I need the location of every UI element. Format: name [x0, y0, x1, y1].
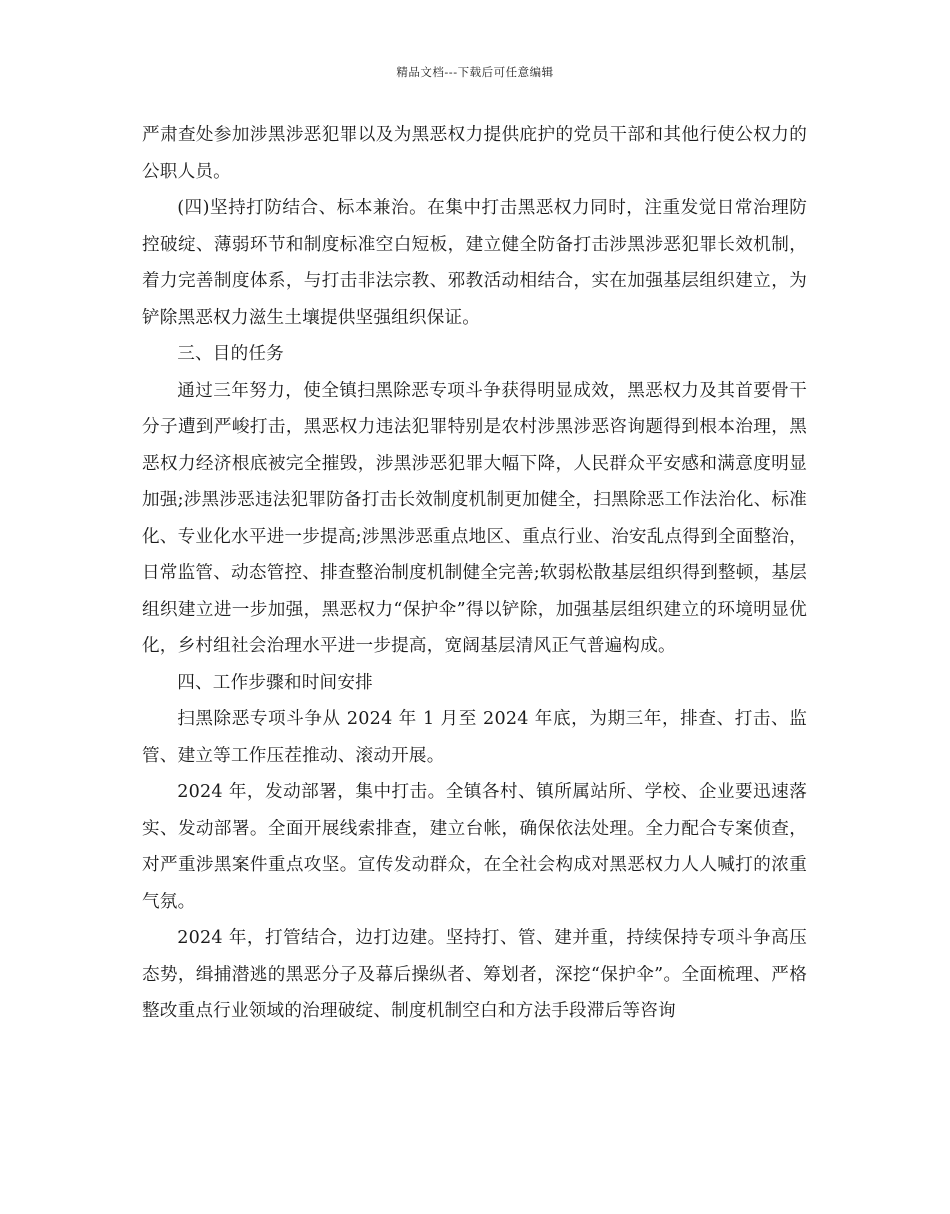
section-heading-steps: 四、工作步骤和时间安排: [177, 672, 373, 693]
section-heading-goals: 三、目的任务: [177, 344, 284, 364]
document-body: [142, 117, 807, 1030]
paragraph-3: 通过三年努力，使全镇扫黑除恶专项斗争获得明显成效，黑恶权力及其首要骨干分子遭到严峻打击，黑恶权力违法犯罪特别是农村涉黑涉恶咨询题得到根本治理，黑恶权力经济根底被完全摧毁，涉黑涉恶犯罪大幅下降，人民群众平安感和满意度明显加强;涉黑涉恶违法犯罪防备打击长效制度机制更加健全，扫黑除恶工作法治化、标准化、专业化水平进一步提高;涉黑涉恶重点地区、重点行业、治安乱点得到全面整治，日常监管、动态管控、排查整治制度机制健全完善;软弱松散基层组织得到整顿，基层组织建立进一步加强，黑恶权力“保护伞”得以铲除，加强基层组织建立的环境明显优化，乡村组社会治理水平进一步提高，宽阔基层清风正气普遍构成。: [142, 380, 807, 656]
paragraph-2: (四)坚持打防结合、标本兼治。在集中打击黑恶权力同时，注重发觉日常治理防控破绽、薄弱环节和制度标准空白短板，建立健全防备打击涉黑涉恶犯罪长效机制，着力完善制度体系，与打击非法宗教、邪教活动相结合，实在加强基层组织建立，为铲除黑恶权力滋生土壤提供坚强组织保证。: [142, 198, 807, 328]
page-header: 精品文档---下载后可任意编辑: [396, 65, 554, 79]
paragraph-6: 2024 年，打管结合，边打边建。坚持打、管、建并重，持续保持专项斗争高压态势，缉捕潜逃的黑恶分子及幕后操纵者、筹划者，深挖“保护伞”。全面梳理、严格整改重点行业领域的治理破绽、制度机制空白和方法手段滞后等咨询: [142, 928, 807, 1021]
paragraph-5: 2024 年，发动部署，集中打击。全镇各村、镇所属站所、学校、企业要迅速落实、发动部署。全面开展线索排查，建立台帐，确保依法处理。全力配合专案侦查，对严重涉黑案件重点攻坚。宣传发动群众，在全社会构成对黑恶权力人人喊打的浓重气氛。: [142, 782, 807, 912]
paragraph-1: 严肃查处参加涉黑涉恶犯罪以及为黑恶权力提供庇护的党员干部和其他行使公权力的公职人员。: [142, 125, 807, 182]
paragraph-4: 扫黑除恶专项斗争从 2024 年 1 月至 2024 年底，为期三年，排查、打击、监管、建立等工作压茬推动、滚动开展。: [142, 709, 807, 766]
